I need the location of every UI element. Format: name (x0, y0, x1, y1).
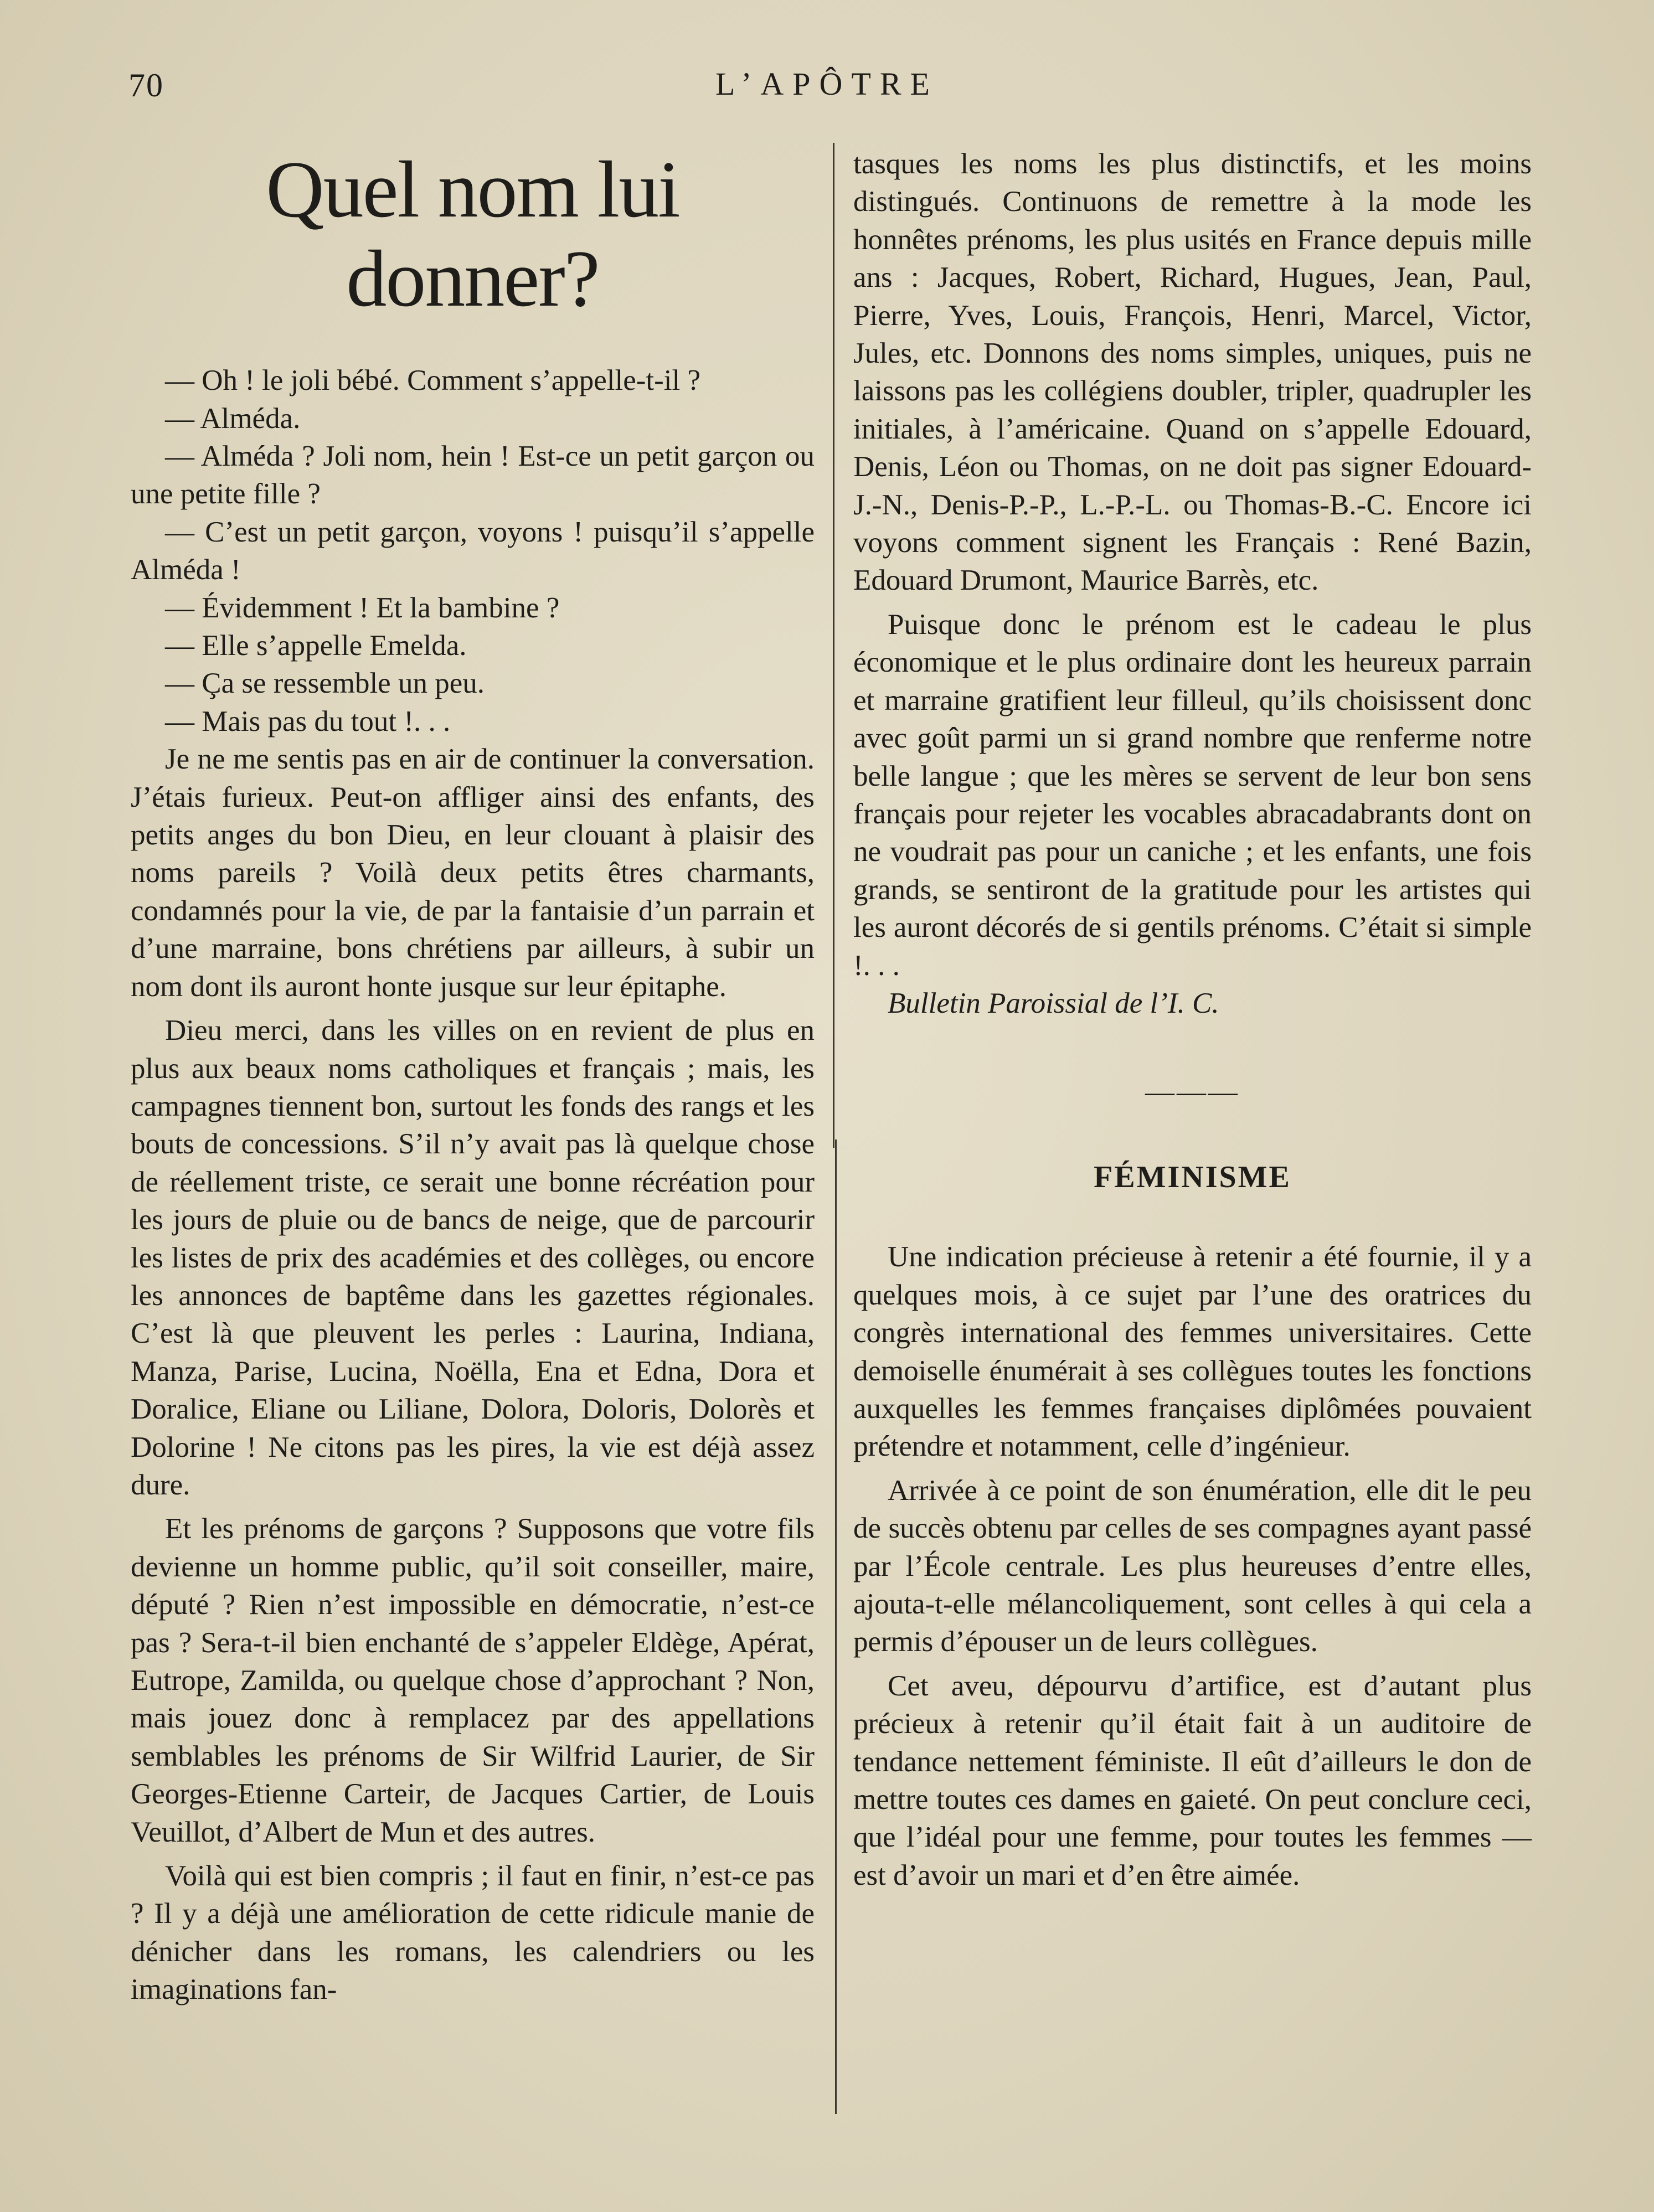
dialog-line: — Oh ! le joli bébé. Comment s’appelle-t-il ? (165, 364, 700, 397)
dialog-line: — Ça se ressemble un peu. (165, 667, 485, 700)
article-title: Quel nom lui donner? (266, 145, 679, 323)
column-rule-bottom (835, 1139, 837, 2114)
body-paragraph: Une indication précieuse à retenir a été fournie, il y a quelques mois, à ce sujet par l’une des oratrices du congrès international des femmes universitaires. Cette demoiselle énumérait à ses collègues toutes les fonctions auxquelles les femmes françaises diplômées pouvaient prétendre et notamment, celle d’ingénieur. (853, 1241, 1532, 1463)
body-paragraph: Je ne me sentis pas en air de continuer la conversation. J’étais furieux. Peut-on affliger ainsi des enfants, des petits anges du bon Dieu, en leur clouant à plaisir des noms pareils ? Voilà deux petits êtres charmants, condamnés pour la vie, de par la fantaisie d’un parrain et d’une marraine, bons chrétiens par ailleurs, à subir un nom dont ils auront honte jusque sur leur épitaphe. (131, 743, 815, 1003)
column-rule-top (833, 143, 834, 1148)
dialog-line: — C’est un petit garçon, voyons ! puisqu’il s’appelle Alméda ! (131, 515, 815, 586)
running-title: L’APÔTRE (715, 66, 939, 102)
dialog-line: — Alméda ? Joli nom, hein ! Est-ce un petit garçon ou une petite fille ? (131, 440, 815, 511)
source-attribution: Bulletin Paroissial de l’I. C. (888, 987, 1219, 1019)
dialog-line: — Mais pas du tout !. . . (165, 705, 451, 738)
right-column (853, 145, 1532, 1894)
body-paragraph: Arrivée à ce point de son énumération, elle dit le peu de succès obtenu par celles de ses compagnes ayant passé par l’École centrale. Les plus heureuses d’entre elles, ajouta-t-elle mélancoliquement, sont celles à qui cela a permis d’épouser un de leurs collègues. (853, 1474, 1532, 1658)
body-paragraph: Puisque donc le prénom est le cadeau le plus économique et le plus ordinaire dont les heureux parrain et marraine gratifient leur filleul, qu’ils choisissent donc avec goût parmi un si grand nombre que renferme notre belle langue ; que les mères se servent de leur bon sens français pour rejeter les vocables abracadabrants dont on ne voudrait pas pour un caniche ; et les enfants, une fois grands, se sentiront de la gratitude pour les artistes qui les auront décorés de si gentils prénoms. C’était si simple !. . . (853, 608, 1532, 982)
body-paragraph: Et les prénoms de garçons ? Supposons que votre fils devienne un homme public, qu’il soit conseiller, maire, député ? Rien n’est impossible en démocratie, n’est-ce pas ? Sera-t-il bien enchanté de s’appeler Eldège, Apérat, Eutrope, Zamilda, ou quelque chose d’approchant ? Non, mais jouez donc à remplacez par des appellations semblables les prénoms de Sir Wilfrid Laurier, de Sir Georges-Etienne Carteir, de Jacques Cartier, de Louis Veuillot, d’Albert de Mun et des autres. (131, 1513, 815, 1848)
section-divider: ——— (1145, 1076, 1240, 1108)
dialog-line: — Alméda. (165, 402, 301, 435)
body-paragraph: Cet aveu, dépourvu d’artifice, est d’autant plus précieux à retenir qu’il était fait à un auditoire de tendance nettement féministe. Il eût d’ailleurs le don de mettre toutes ces dames en gaieté. On peut conclure ceci, que l’idéal pour une femme, pour toutes les femmes — est d’avoir un mari et d’en être aimée. (853, 1669, 1532, 1891)
left-column (131, 138, 815, 2009)
page-number: 70 (128, 67, 164, 104)
dialog-line: — Elle s’appelle Emelda. (165, 630, 467, 662)
body-paragraph: Voilà qui est bien compris ; il faut en finir, n’est-ce pas ? Il y a déjà une amélioration de cette ridicule manie de dénicher dans les romans, les calendriers ou les imaginations fan- (131, 1860, 815, 2006)
dialog-line: — Évidemment ! Et la bambine ? (165, 591, 560, 624)
body-paragraph-continued: tasques les noms les plus distinctifs, et les moins distingués. Continuons de remettre à la mode les honnêtes prénoms, les plus usités en France depuis mille ans : Jacques, Robert, Richard, Hugues, Jean, Paul, Pierre, Yves, Louis, François, Henri, Marcel, Victor, Jules, etc. Donnons des noms simples, uniques, puis ne laissons pas les collégiens doubler, tripler, quadrupler les initiales, à l’américaine. Quand on s’appelle Edouard, Denis, Léon ou Thomas, on ne doit pas signer Edouard-J.-N., Denis-P.-P., L.-P.-L. ou Thomas-B.-C. Encore ici voyons comment signent les Français : René Bazin, Edouard Drumont, Maurice Barrès, etc. (853, 148, 1532, 597)
body-paragraph: Dieu merci, dans les villes on en revient de plus en plus aux beaux noms catholiques et français ; mais, les campagnes tiennent bon, surtout les fonds des rangs et les bouts de concessions. S’il n’y avait pas là quelque chose de réellement triste, ce serait une bonne récréation pour les jours de pluie ou de bancs de neige, que de parcourir les listes de prix des académies et des collèges, ou encore les annonces de baptême dans les gazettes régionales. C’est là que pleuvent les perles : Laurina, Indiana, Manza, Parise, Lucina, Noëlla, Ena et Edna, Dora et Doralice, Eliane ou Liliane, Dolora, Doloris, Dolorès et Dolorine ! Ne citons pas les pires, la vie est déjà assez dure. (131, 1014, 815, 1501)
section-title: FÉMINISME (1094, 1160, 1291, 1195)
